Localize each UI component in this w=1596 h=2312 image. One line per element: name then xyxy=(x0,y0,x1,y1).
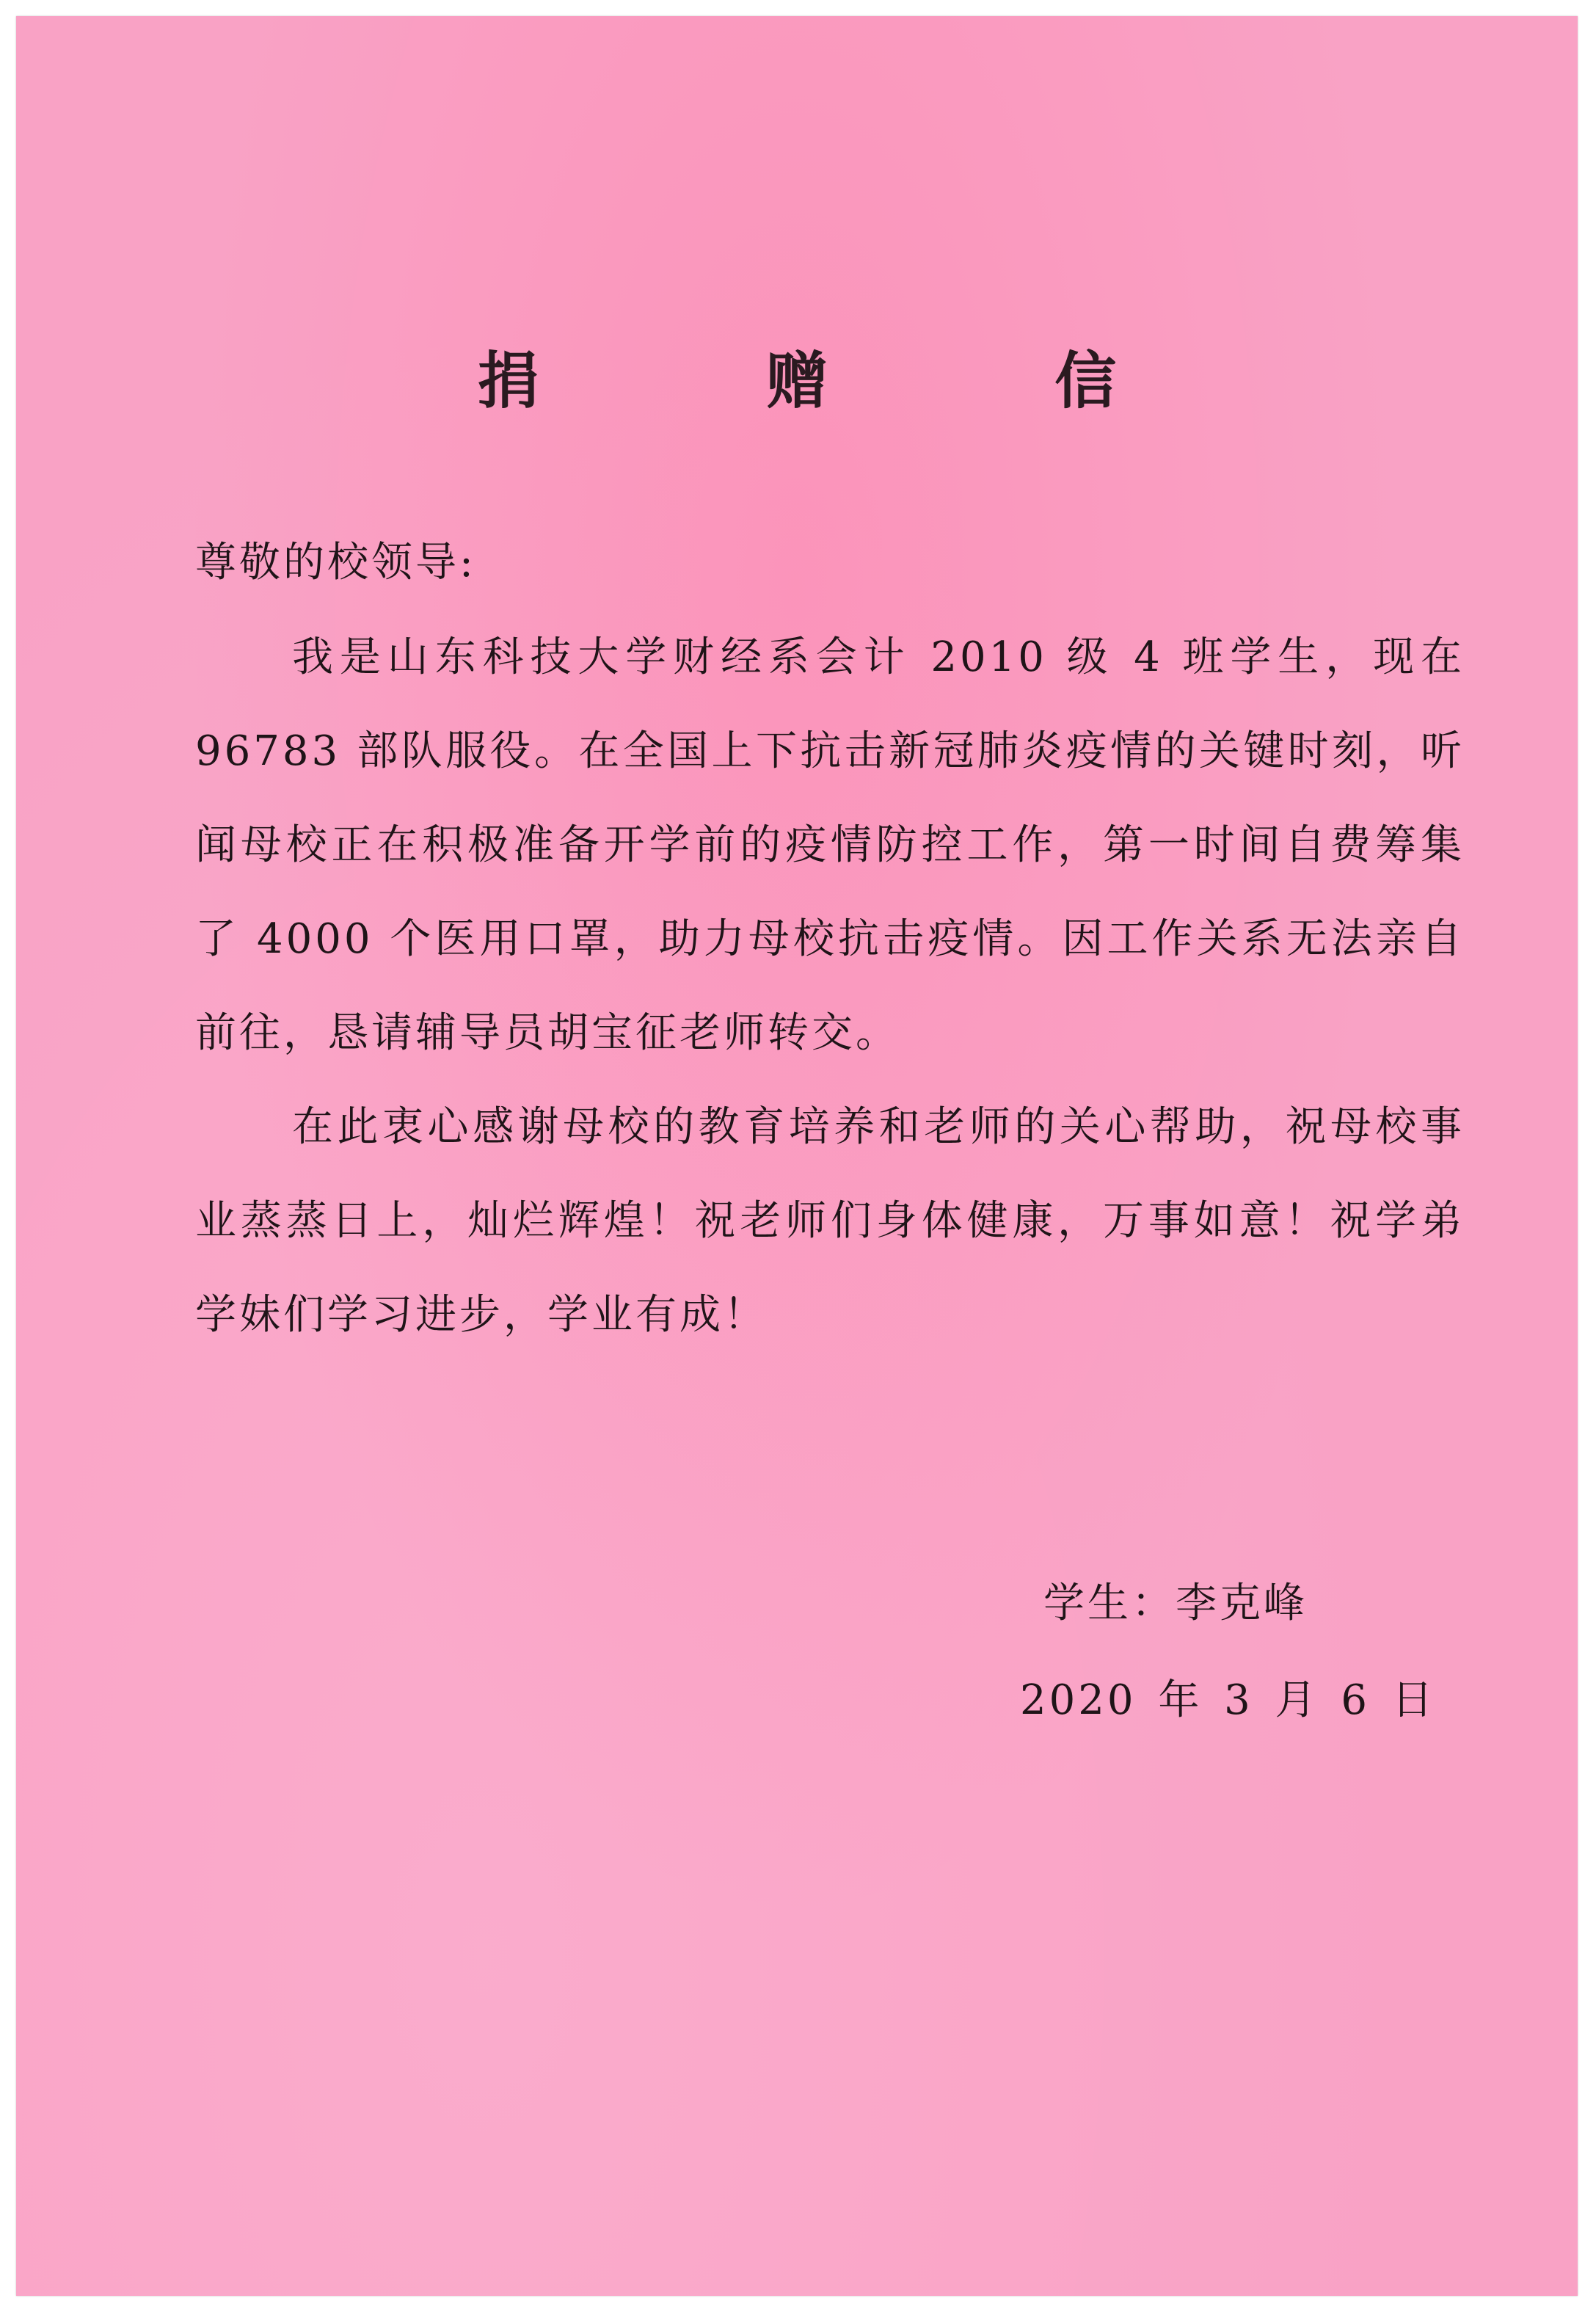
body-paragraph-1: 我是山东科技大学财经系会计 2010 级 4 班学生，现在 96783 部队服役。在全国上下抗击新冠肺炎疫情的关键时刻，听闻母校正在积极准备开学前的疫情防控工作，第一时间自费筹集了 4000 个医用口罩，助力母校抗击疫情。因工作关系无法亲自前往，恳请辅导员胡宝征老师转交。 xyxy=(195,633,1465,1057)
letter-title: 捐 赠 信 xyxy=(477,345,1220,417)
body-paragraph-2: 在此衷心感谢母校的教育培养和老师的关心帮助，祝母校事业蒸蒸日上，灿烂辉煌！祝老师们身体健康，万事如意！祝学弟学妹们学习进步，学业有成！ xyxy=(195,1103,1465,1339)
letter-page xyxy=(16,16,1578,2296)
letter-date: 2020 年 3 月 6 日 xyxy=(1020,1676,1436,1724)
signature: 学生：李克峰 xyxy=(1043,1579,1308,1627)
salutation: 尊敬的校领导: xyxy=(195,539,476,586)
